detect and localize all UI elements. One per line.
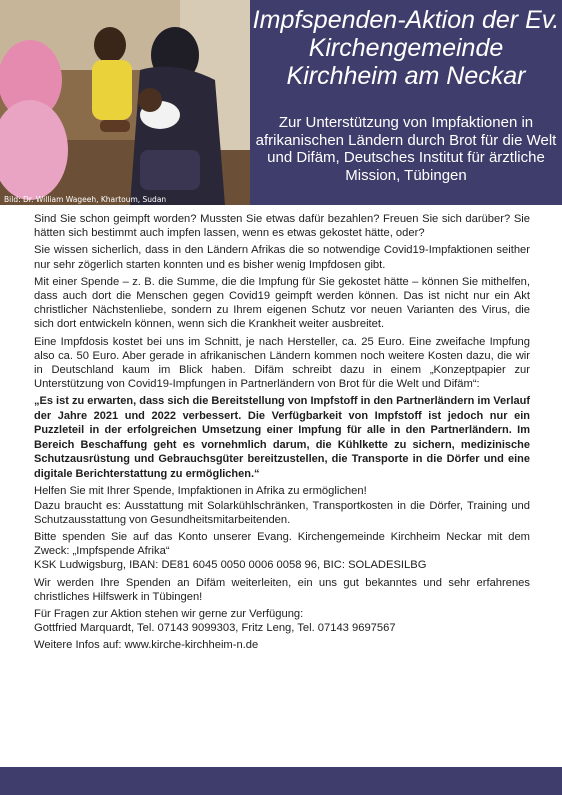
contact-persons: Gottfried Marquardt, Tel. 07143 9099303, Fritz Leng, Tel. 07143 9697567 — [34, 622, 396, 635]
bank-details: KSK Ludwigsburg, IBAN: DE81 6045 0050 0006 0058 96, BIC: SOLADESILBG — [34, 559, 427, 572]
vaccination-photo-illustration — [0, 0, 250, 205]
page-title — [252, 6, 560, 90]
help-line: Helfen Sie mit Ihrer Spende, Impfaktionen in Afrika zu ermöglichen! — [34, 485, 367, 498]
paragraph-vaccine-costs: Eine Impfdosis kostet bei uns im Schnitt, je nach Hersteller, ca. 25 Euro. Eine zweifache Impfung also ca. 50 Euro. Aber gerade in afrikanischen Ländern kommen noch weitere Kosten dazu, die wir in Deutschland kaum im Blick haben. Difäm schreibt dazu in einem „Konzeptpapier zur Unterstützung von Covid19-Impfungen in Partnerländern von Brot für die Welt und Difäm“: — [34, 335, 530, 391]
paragraph-intro-questions: Sind Sie schon geimpft worden? Mussten Sie etwas dafür bezahlen? Freuen Sie sich darüber? Sie hätten sich bestimmt auch impfen lassen, wenn es etwas gekostet hätte, oder? — [34, 213, 530, 240]
paragraph-bank-account — [34, 530, 530, 573]
paragraph-contact — [34, 607, 530, 635]
paragraph-help-needed — [34, 484, 530, 527]
paragraph-africa-situation: Sie wissen sicherlich, dass in den Ländern Afrikas die so notwendige Covid19-Impfaktionen seither nur sehr zögerlich starten konnten und es bisher wenig Impfdosen gibt. — [34, 244, 530, 271]
footer-bar — [0, 767, 562, 795]
subtitle-line: für ärztliche Mission, Tübingen — [345, 149, 545, 184]
subtitle-line: die Welt und Difäm, Deutsches Institut — [267, 131, 557, 166]
paragraph-donation-appeal: Mit einer Spende – z. B. die Summe, die die Impfung für Sie gekostet hätte – können Sie mithelfen, dass auch dort die Menschen gegen Covid19 geimpft werden können. Das ist nicht nur ein Akt christlicher Nächstenliebe, sondern zu Ihrem eigenen Schutz vor neuen Varianten des Virus, die sich dort entwickeln können, wenn sich die Krankheit weiter ausbreitet. — [34, 275, 530, 331]
header-photo — [0, 0, 250, 205]
photo-caption: Bild: Dr. William Wageeh, Khartoum, Sudan — [4, 195, 167, 204]
bank-line: Bitte spenden Sie auf das Konto unserer Evang. Kirchengemeinde Kirchheim Neckar mit dem Zweck: „Impfspende Afrika“ — [34, 531, 530, 558]
subtitle-line: Zur Unterstützung von Impfaktionen — [278, 114, 518, 131]
header-banner — [0, 0, 562, 205]
title-line: Kirchheim am Neckar — [286, 62, 526, 90]
help-line: Dazu braucht es: Ausstattung mit Solarkühlschränken, Transportkosten in die Dörfer, Training und Schutzausstattung von Gesundheitsmitarbeitenden. — [34, 499, 530, 526]
paragraph-website[interactable]: Weitere Infos auf: www.kirche-kirchheim-n.de — [34, 639, 259, 652]
title-line: Ev. Kirchengemeinde — [308, 6, 560, 62]
title-line: Impfspenden-Aktion der — [252, 6, 519, 34]
page-subtitle — [252, 114, 560, 184]
quote-difaem-concept: „Es ist zu erwarten, dass sich die Bereitstellung von Impfstoff in den Partnerländern im Verlauf der Jahre 2021 und 2022 verbessert. Die Verfügbarkeit von Impfstoff ist jedoch nur ein Puzzleteil in der erfolgreichen Umsetzung einer Impfung für alle in den Partnerländern. Im Bereich Beschaffung geht es vornehmlich darum, die Kühlkette zu sichern, medizinische Schutzausrüstung und Gebrauchsgüter bereitzustellen, die Transporte in die Dörfer und eine digitale Berichterstattung zu ermöglichen.“ — [34, 395, 530, 480]
subtitle-line: in afrikanischen Ländern durch Brot für — [255, 114, 534, 149]
article-body — [34, 212, 530, 656]
contact-line: Für Fragen zur Aktion stehen wir gerne zur Verfügung: — [34, 608, 304, 621]
paragraph-forwarding: Wir werden Ihre Spenden an Difäm weiterleiten, ein uns gut bekanntes und sehr erfahrenes christliches Hilfswerk in Tübingen! — [34, 576, 530, 603]
